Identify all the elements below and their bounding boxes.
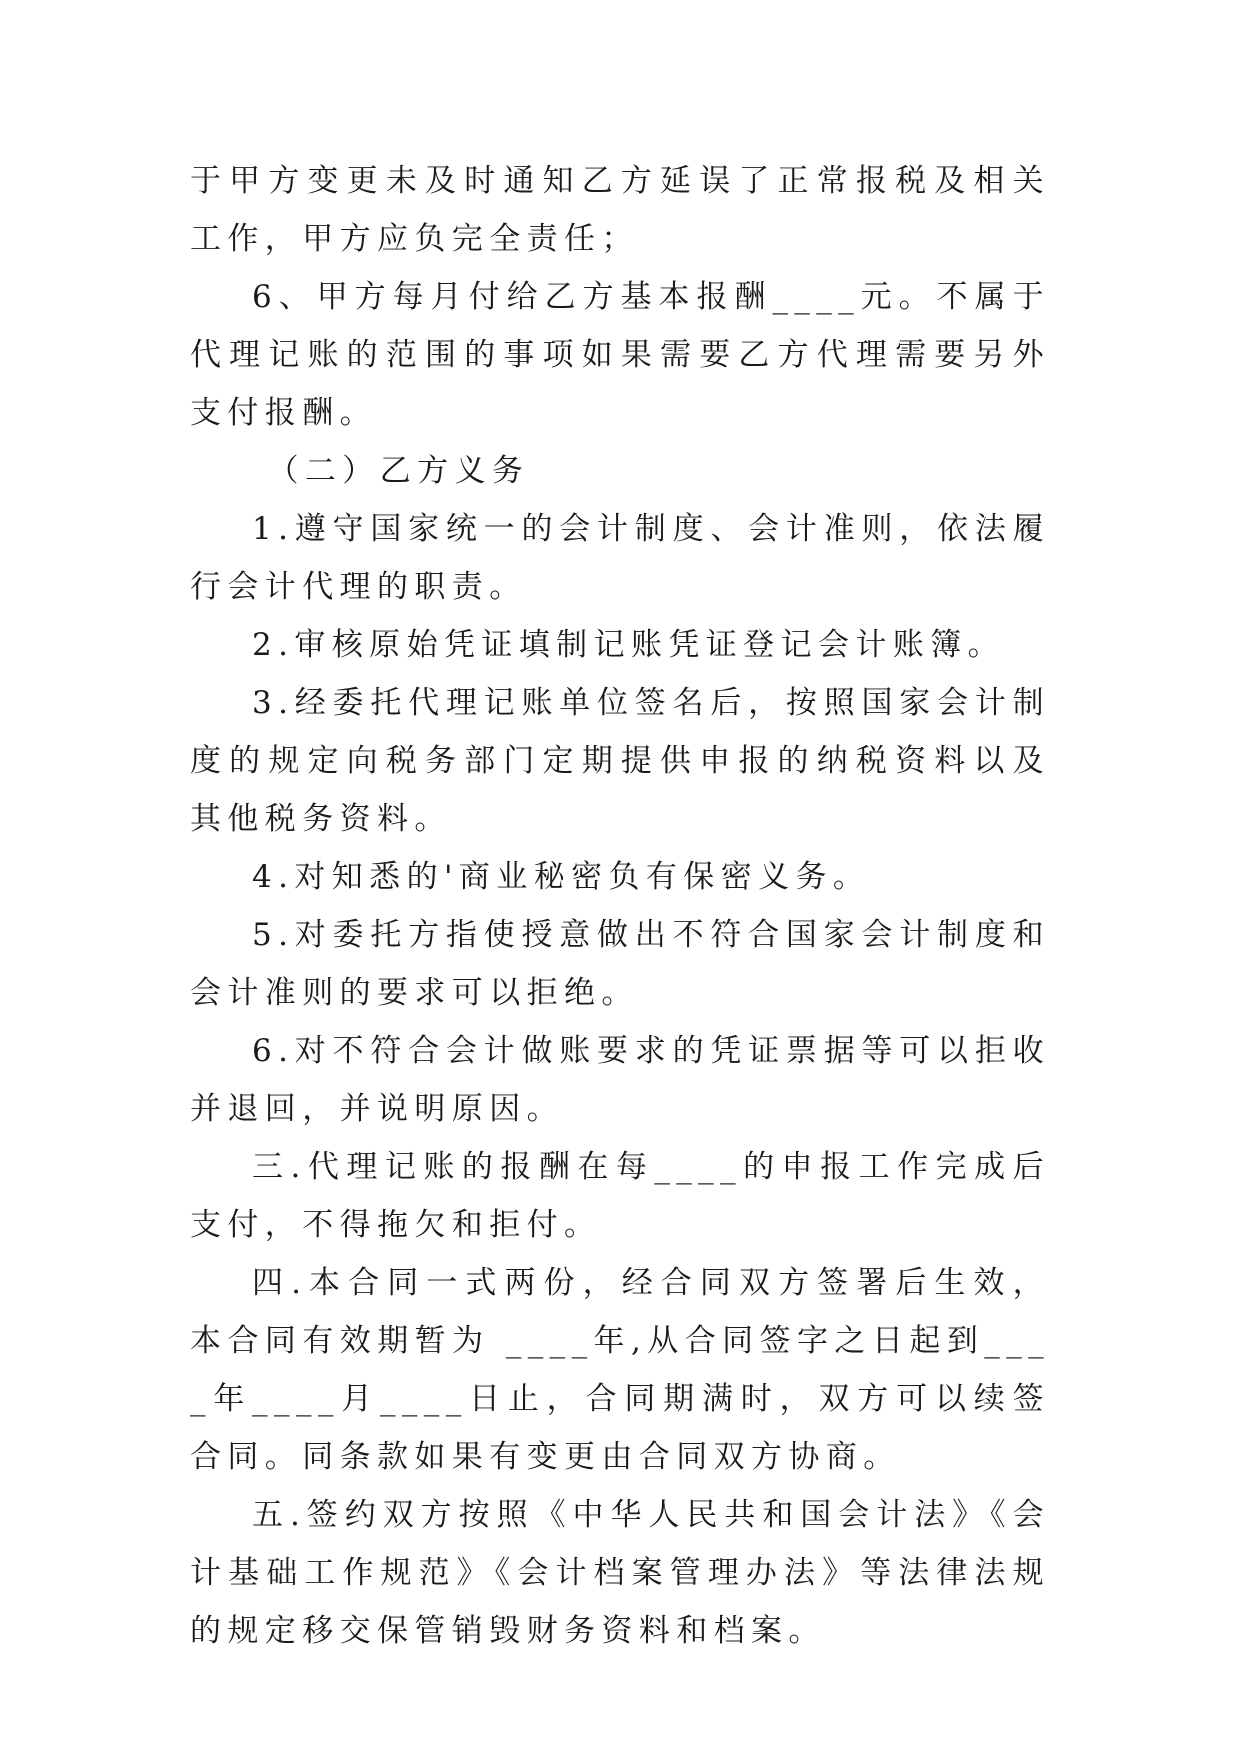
paragraph-clause-3-remuneration: 三.代理记账的报酬在每____的申报工作完成后支付，不得拖欠和拒付。 <box>190 1149 1050 1243</box>
paragraph-obligation-6: 6.对不符合会计做账要求的凭证票据等可以拒收并退回，并说明原因。 <box>190 1033 1050 1127</box>
paragraph-obligation-5: 5.对委托方指使授意做出不符合国家会计制度和会计准则的要求可以拒绝。 <box>190 917 1050 1011</box>
section-heading-party-b-obligations: （二）乙方义务 <box>267 453 530 489</box>
paragraph-obligation-2: 2.审核原始凭证填制记账凭证登记会计账簿。 <box>252 627 1005 663</box>
paragraph-clause-4-term: 四.本合同一式两份，经合同双方签署后生效，本合同有效期暂为 ____年,从合同签字之日起到____年____月____日止，合同期满时，双方可以续签合同。同条款如果有变更由合同双方协商。 <box>190 1265 1050 1475</box>
paragraph-clause-5-archives: 五.签约双方按照《中华人民共和国会计法》《会计基础工作规范》《会计档案管理办法》等法律法规的规定移交保管销毁财务资料和档案。 <box>190 1497 1050 1649</box>
paragraph-obligation-3: 3.经委托代理记账单位签名后，按照国家会计制度的规定向税务部门定期提供申报的纳税资料以及其他税务资料。 <box>190 685 1050 837</box>
paragraph-item-6-payment: 6、甲方每月付给乙方基本报酬____元。不属于代理记账的范围的事项如果需要乙方代理需要另外支付报酬。 <box>190 279 1050 431</box>
paragraph-continuation: 于甲方变更未及时通知乙方延误了正常报税及相关工作，甲方应负完全责任； <box>190 163 1050 257</box>
paragraph-obligation-4: 4.对知悉的'商业秘密负有保密义务。 <box>252 859 871 895</box>
document-body <box>190 152 1050 1660</box>
paragraph-obligation-1: 1.遵守国家统一的会计制度、会计准则，依法履行会计代理的职责。 <box>190 511 1050 605</box>
